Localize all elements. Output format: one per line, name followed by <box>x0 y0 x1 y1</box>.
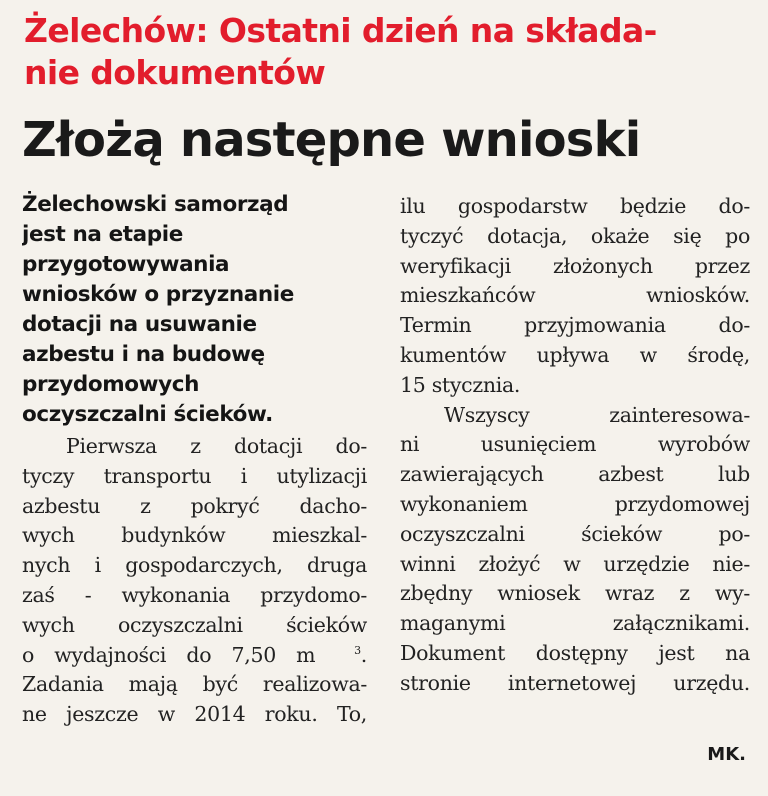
lead-line: przygotowywania <box>22 252 230 277</box>
article-lead <box>22 190 367 430</box>
author-signature: MK. <box>707 744 746 765</box>
left-body-text <box>22 432 367 730</box>
lead-line: azbestu i na budowę <box>22 342 265 367</box>
body-line: oczyszczalni ścieków po- <box>400 521 750 546</box>
body-line: Termin przyjmowania do- <box>400 313 750 338</box>
body-line: ni usunięciem wyrobów <box>400 432 750 457</box>
kicker-line-2: nie dokumentów <box>24 53 326 92</box>
kicker-line-1: Żelechów: Ostatni dzień na składa- <box>24 11 657 50</box>
body-line: wykonaniem przydomowej <box>400 491 750 516</box>
lead-line: przydomowych <box>22 372 199 397</box>
body-line: nych i gospodarczych, druga <box>22 553 367 578</box>
article-kicker <box>24 10 744 94</box>
body-line: wych budynków mieszkal- <box>22 523 367 548</box>
lead-line: dotacji na usuwanie <box>22 312 257 337</box>
body-line: weryfikacji złożonych przez <box>400 253 750 278</box>
body-line: Pierwsza z dotacji do- <box>66 434 367 458</box>
body-line: tyczy transportu i utylizacji <box>22 463 367 488</box>
body-line-text: o wydajności do 7,50 m <box>22 642 316 667</box>
lead-line: oczyszczalni ścieków. <box>22 402 273 427</box>
article-headline: Złożą następne wnioski <box>22 112 641 168</box>
unit-period: . <box>360 642 367 667</box>
body-line: 15 stycznia. <box>400 372 521 397</box>
right-column <box>400 192 750 699</box>
body-line: Wszyscy zainteresowa- <box>444 402 750 427</box>
body-line-with-unit <box>22 641 367 671</box>
body-line: winni złożyć w urzędzie nie- <box>400 551 750 576</box>
body-line: zaś - wykonania przydomo- <box>22 582 367 607</box>
body-line: Dokument dostępny jest na <box>400 640 750 665</box>
body-line: kumentów upływa w środę, <box>400 342 750 367</box>
body-line: zbędny wniosek wraz z wy- <box>400 581 750 606</box>
body-line: tyczyć dotacja, okaże się po <box>400 223 750 248</box>
body-line: zawierających azbest lub <box>400 462 750 487</box>
body-line: ne jeszcze w 2014 roku. To, <box>22 702 367 727</box>
body-line: mieszkańców wniosków. <box>400 283 750 308</box>
left-column <box>22 190 367 730</box>
body-line: maganymi załącznikami. <box>400 611 750 636</box>
lead-line: Żelechowski samorząd <box>22 192 289 217</box>
body-line: azbestu z pokryć dacho- <box>22 493 367 518</box>
unit-suffix <box>354 641 367 671</box>
body-line: ilu gospodarstw będzie do- <box>400 194 750 218</box>
body-line: stronie internetowej urzędu. <box>400 670 750 695</box>
lead-line: wniosków o przyznanie <box>22 282 294 307</box>
lead-line: jest na etapie <box>22 222 183 247</box>
body-line: Zadania mają być realizowa- <box>22 672 367 697</box>
body-line: wych oczyszczalni ścieków <box>22 612 367 637</box>
unit-superscript: 3 <box>354 643 361 657</box>
